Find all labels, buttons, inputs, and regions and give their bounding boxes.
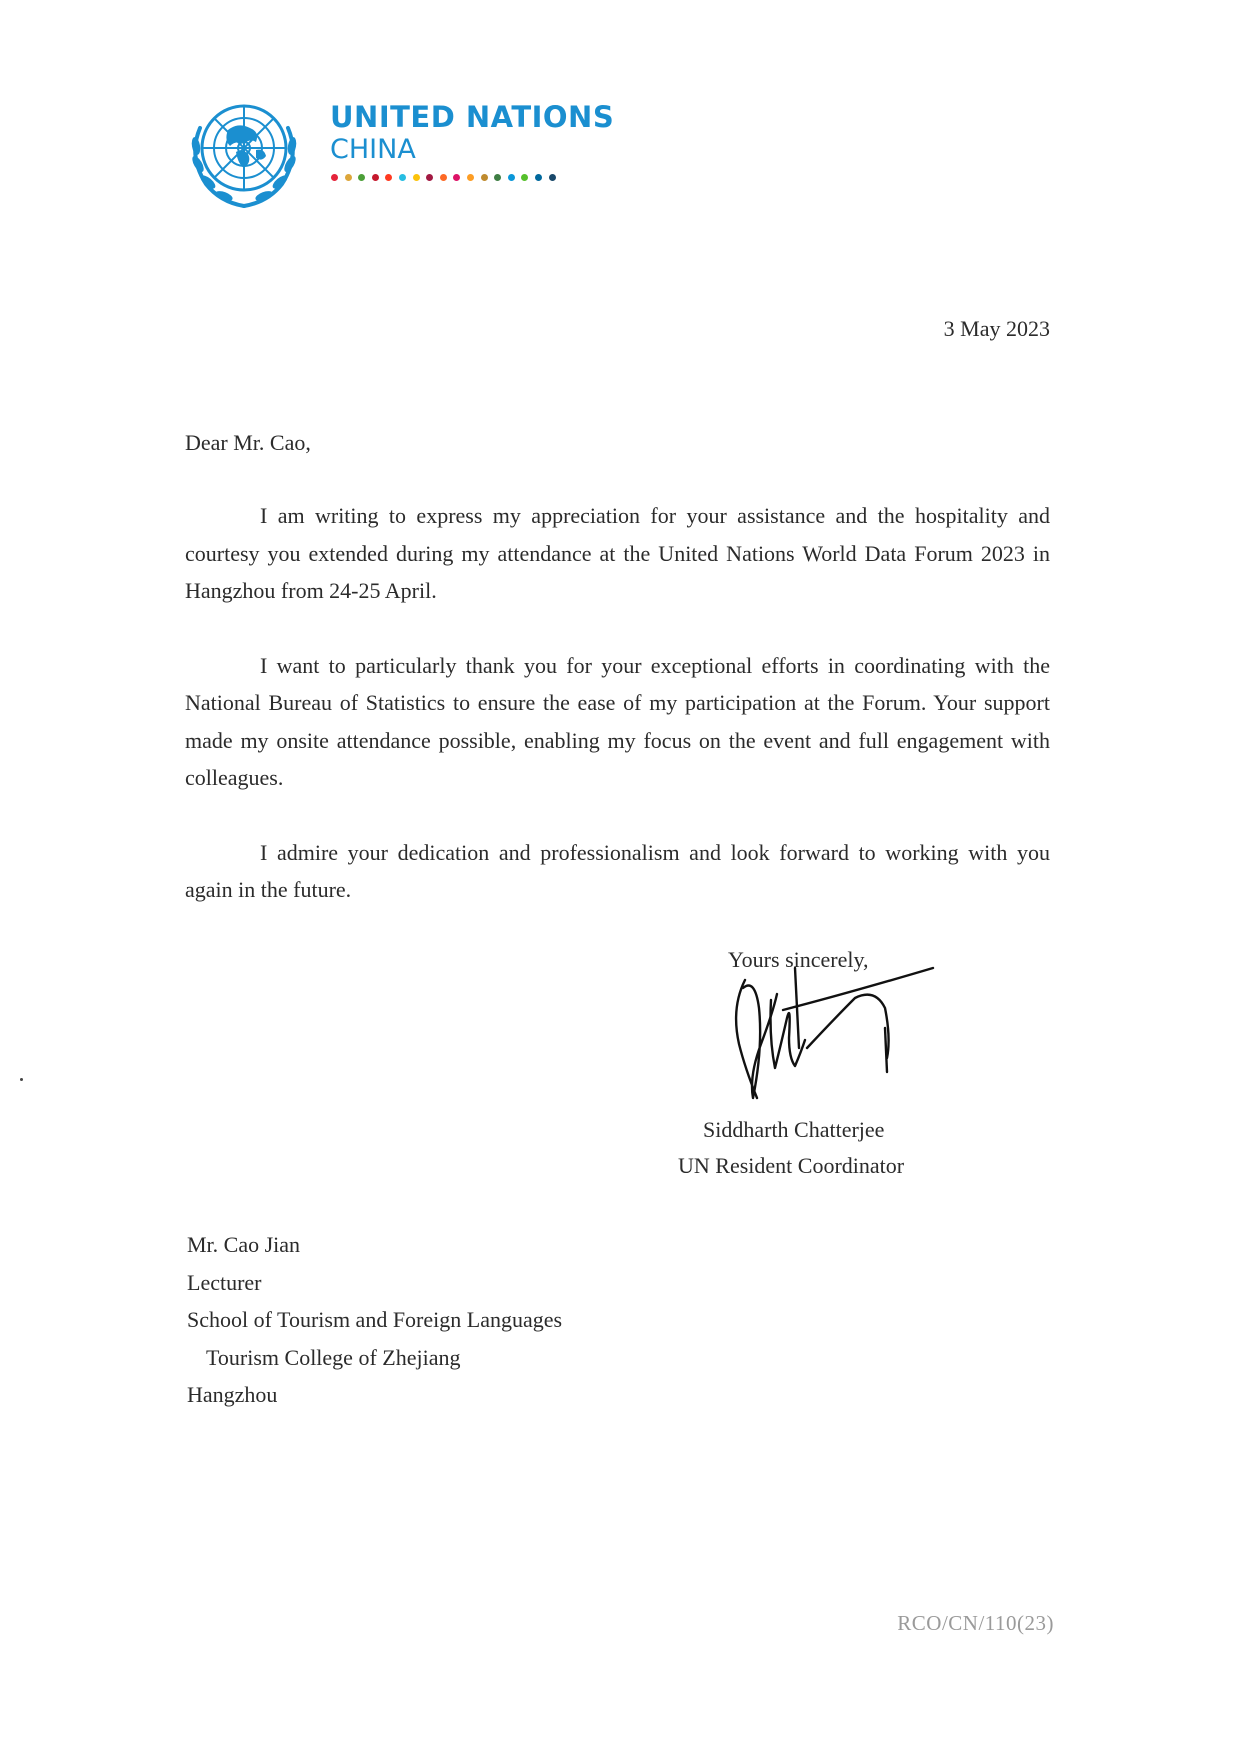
recipient-position: Lecturer xyxy=(187,1269,262,1295)
salutation: Dear Mr. Cao, xyxy=(185,430,311,455)
recipient-address xyxy=(187,1226,562,1414)
paragraph-2: I want to particularly thank you for your exceptional efforts in coordinating with the National Bureau of Statistics to ensure the ease of my participation at the Forum. Your support made my onsite attendance possible, enabling my focus on the event and full engagement with colleagues. xyxy=(185,652,1050,790)
sdg-dot xyxy=(385,174,392,181)
sdg-dot xyxy=(549,174,556,181)
sdg-color-dots xyxy=(331,174,556,181)
sdg-dot xyxy=(440,174,447,181)
reference-number: RCO/CN/110(23) xyxy=(897,1611,1054,1635)
sdg-dot xyxy=(358,174,365,181)
recipient-city: Hangzhou xyxy=(187,1382,278,1407)
sdg-dot xyxy=(426,174,433,181)
org-country: CHINA xyxy=(330,134,416,165)
sdg-dot xyxy=(453,174,460,181)
closing: Yours sincerely, xyxy=(728,947,869,972)
recipient-name: Mr. Cao Jian xyxy=(187,1232,301,1257)
recipient-school: School of Tourism and Foreign Languages xyxy=(187,1307,563,1332)
sdg-dot xyxy=(508,174,515,181)
un-emblem-icon xyxy=(180,88,308,216)
sdg-dot xyxy=(345,174,352,181)
sdg-dot xyxy=(521,174,528,181)
letter-body xyxy=(185,497,1050,946)
recipient-college: Tourism College of Zhejiang xyxy=(206,1344,461,1370)
sdg-dot xyxy=(467,174,474,181)
letterhead xyxy=(180,88,615,218)
sdg-dot xyxy=(481,174,488,181)
org-name: UNITED NATIONS xyxy=(330,100,615,134)
sdg-dot xyxy=(331,174,338,181)
sdg-dot xyxy=(399,174,406,181)
sdg-dot xyxy=(494,174,501,181)
signer-title: UN Resident Coordinator xyxy=(678,1153,905,1178)
scan-mark xyxy=(20,1078,23,1081)
sdg-dot xyxy=(372,174,379,181)
paragraph-1: I am writing to express my appreciation for your assistance and the hospitality and courtesy you extended during my attendance at the United Nations World Data Forum 2023 in Hangzhou from 24-25 April. xyxy=(185,503,1050,603)
letter-date: 3 May 2023 xyxy=(943,316,1050,341)
sdg-dot xyxy=(413,174,420,181)
signer-name: Siddharth Chatterjee xyxy=(703,1117,885,1142)
handwritten-signature xyxy=(725,948,945,1128)
paragraph-3: I admire your dedication and professionalism and look forward to working with you again in the future. xyxy=(185,839,1050,902)
sdg-dot xyxy=(535,174,542,181)
